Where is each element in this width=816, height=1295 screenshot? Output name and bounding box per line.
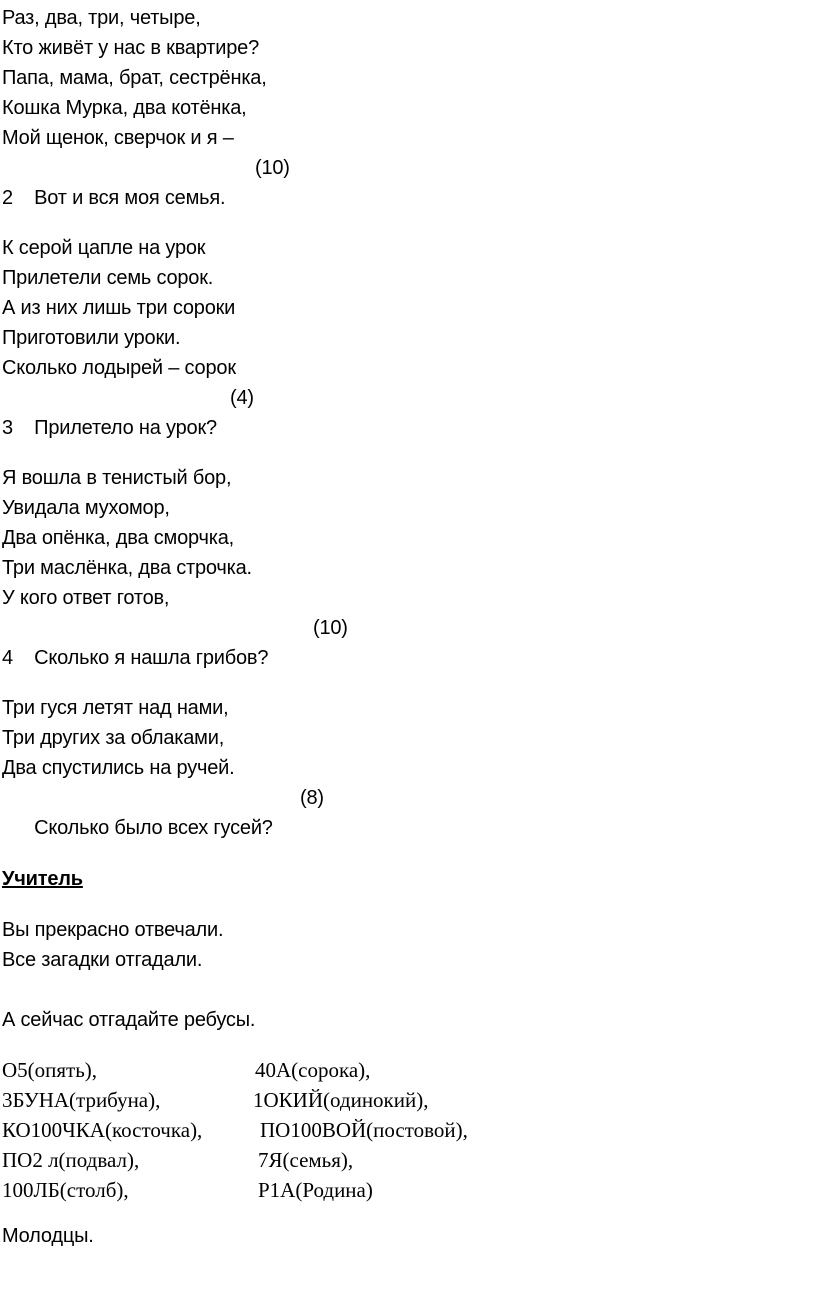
- rebus-row: [2, 1145, 762, 1175]
- rebus-left: КО100ЧКА(косточка),: [2, 1118, 203, 1142]
- rebus-row: [2, 1175, 762, 1205]
- riddle-3-answer: (10): [313, 617, 348, 639]
- teacher-praise-line: Вы прекрасно отвечали.: [2, 919, 224, 941]
- riddle-3-last-line: [2, 613, 422, 669]
- riddle-1-answer: (10): [255, 157, 290, 179]
- riddle-4-answer: (8): [300, 787, 324, 809]
- rebus-left: О5(опять),: [2, 1058, 98, 1082]
- riddle-3-line: Сколько я нашла грибов?: [34, 647, 269, 669]
- rebus-left: ПО2 л(подвал),: [2, 1148, 140, 1172]
- closing-text: Молодцы.: [2, 1225, 94, 1247]
- riddle-1-line: Кошка Мурка, два котёнка,: [2, 97, 247, 119]
- teacher-praise-line: Все загадки отгадали.: [2, 949, 203, 971]
- riddle-2-line: К серой цапле на урок: [2, 237, 206, 259]
- riddle-2-last-line: [2, 383, 402, 439]
- riddle-4-line: Три гуся летят над нами,: [2, 697, 229, 719]
- riddle-3-line: Три маслёнка, два строчка.: [2, 557, 252, 579]
- riddle-number: 3: [2, 417, 13, 439]
- riddle-4-last-line: [2, 783, 402, 839]
- riddle-1-last-line: [2, 153, 402, 209]
- rebus-row: [2, 1055, 762, 1085]
- riddle-1-line: Вот и вся моя семья.: [34, 187, 226, 209]
- riddle-number: 2: [2, 187, 13, 209]
- riddle-1-line: Папа, мама, брат, сестрёнка,: [2, 67, 267, 89]
- riddle-2-line: Прилетели семь сорок.: [2, 267, 214, 289]
- riddle-2-line: Прилетело на урок?: [34, 417, 217, 439]
- rebus-left: 100ЛБ(столб),: [2, 1178, 129, 1202]
- rebus-row: [2, 1085, 762, 1115]
- rebus-left: 3БУНА(трибуна),: [2, 1088, 161, 1112]
- rebus-right: Р1А(Родина): [258, 1178, 373, 1202]
- riddle-4-line: Три других за облаками,: [2, 727, 225, 749]
- riddle-number: 4: [2, 647, 13, 669]
- rebus-row: [2, 1115, 762, 1145]
- riddle-2-answer: (4): [230, 387, 254, 409]
- riddle-3-line: Два опёнка, два сморчка,: [2, 527, 234, 549]
- riddle-3-line: У кого ответ готов,: [2, 587, 170, 609]
- riddle-3-line: Увидала мухомор,: [2, 497, 170, 519]
- rebus-right: 1ОКИЙ(одинокий),: [253, 1088, 429, 1112]
- rebus-right: 40А(сорока),: [255, 1058, 371, 1082]
- riddle-2-line: А из них лишь три сороки: [2, 297, 236, 319]
- rebus-right: 7Я(семья),: [258, 1148, 354, 1172]
- rebus-right: ПО100ВОЙ(постовой),: [260, 1118, 468, 1142]
- riddle-1-line: Мой щенок, сверчок и я –: [2, 127, 234, 149]
- teacher-prompt: А сейчас отгадайте ребусы.: [2, 1009, 256, 1031]
- teacher-heading: Учитель: [2, 868, 83, 890]
- riddle-4-line: Сколько было всех гусей?: [34, 817, 273, 839]
- riddle-4-line: Два спустились на ручей.: [2, 757, 235, 779]
- riddle-1-line: Кто живёт у нас в квартире?: [2, 37, 260, 59]
- riddle-2-line: Сколько лодырей – сорок: [2, 357, 236, 379]
- riddle-2-line: Приготовили уроки.: [2, 327, 181, 349]
- riddle-1-line: Раз, два, три, четыре,: [2, 7, 201, 29]
- riddle-3-line: Я вошла в тенистый бор,: [2, 467, 232, 489]
